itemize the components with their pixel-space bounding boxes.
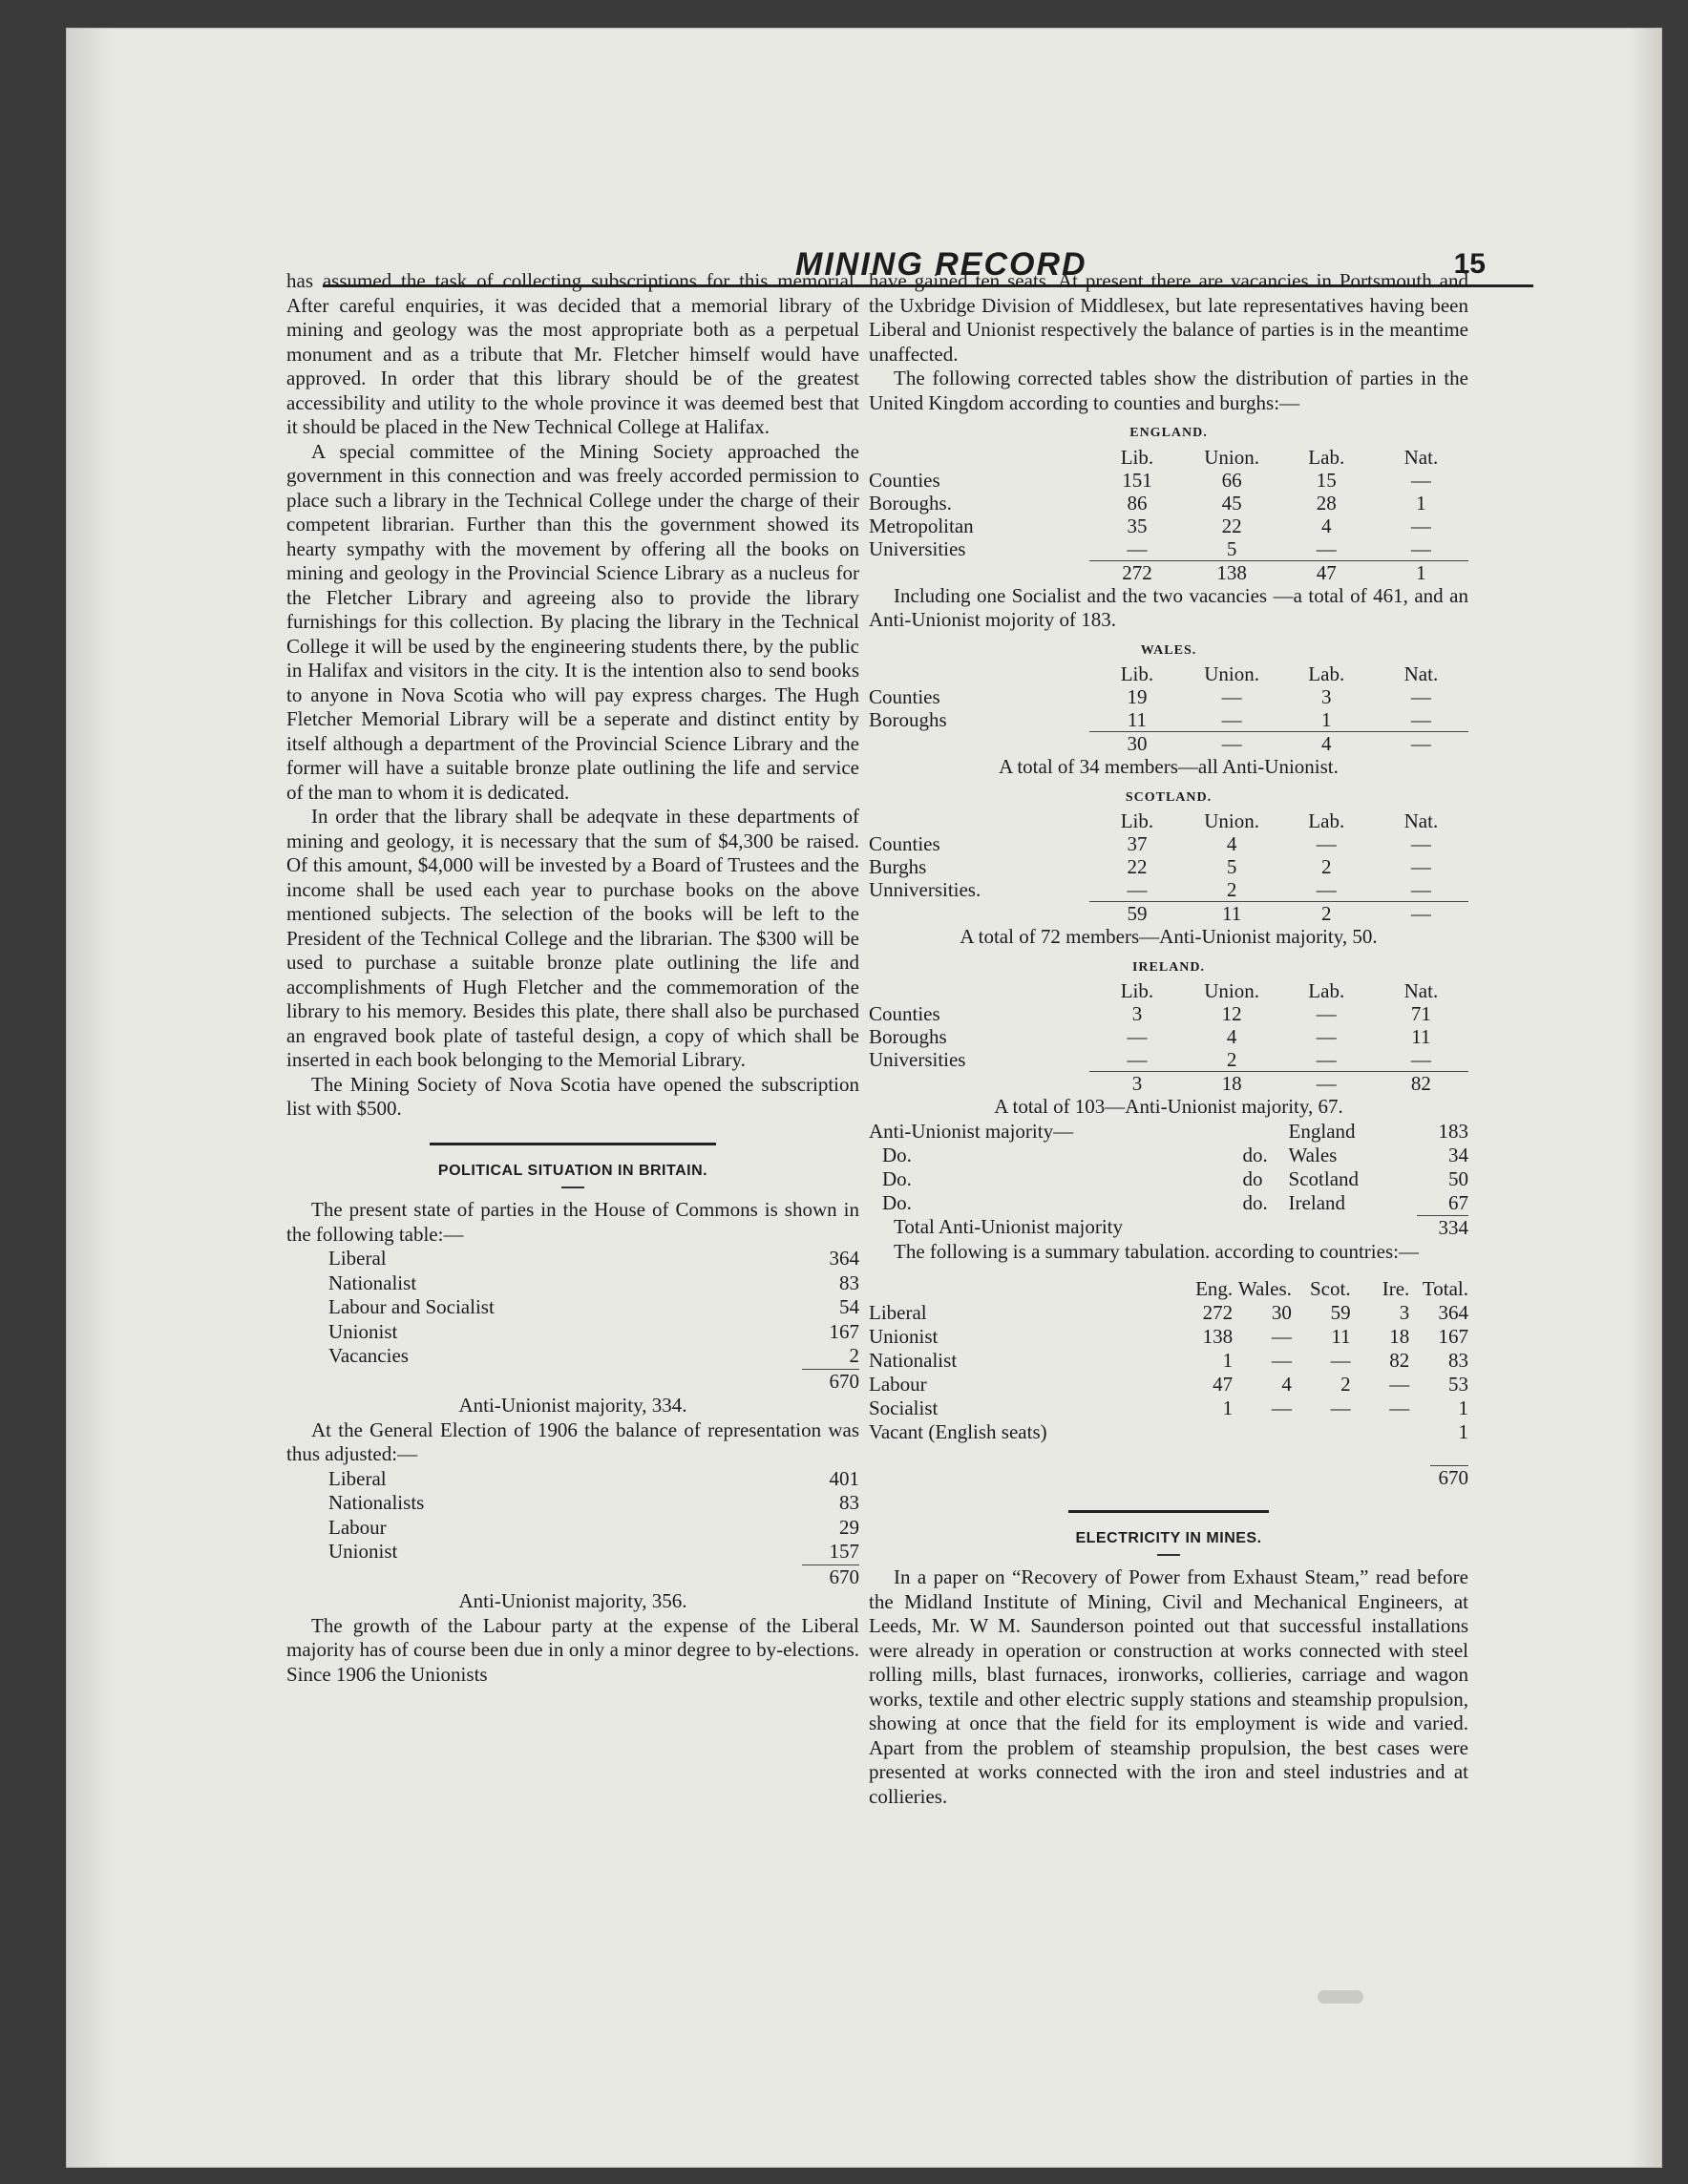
cell: — — [1410, 468, 1431, 492]
column-header: Nat. — [1403, 809, 1439, 832]
row-label: Boroughs — [869, 708, 947, 732]
party-label: Liberal — [328, 1247, 387, 1270]
commons-parties-table — [286, 1247, 859, 1394]
electricity-paragraph: In a paper on “Recovery of Power from Exhaust Steam,” read before the Midland Institute of Mining, Civil and Mechanical Engineers, at Leeds, Mr. W M. Saunderson pointed out that successful installations were already in operation or construction at works connected with steel rolling mills, blast furnaces, ironworks, collieries, carriage and wagon works, textile and other electric supply stations and steamship propulsion, showing at once that the field for its employment is wide and varied. Apart from the problem of steamship propulsion, the best cases were presented at works connected with the iron and steel industries and at collieries. — [869, 1565, 1468, 1808]
total-cell: 272 — [1089, 560, 1184, 584]
majority-total-value: 334 — [1417, 1215, 1468, 1240]
party-seats: 2 — [849, 1344, 859, 1367]
header-row — [869, 662, 1468, 685]
majority-line-1: Anti-Unionist majority, 334. — [458, 1394, 687, 1417]
cell: 11 — [1127, 708, 1148, 731]
party-label: Liberal — [328, 1466, 387, 1490]
majority-value: 34 — [1448, 1143, 1468, 1166]
party-label: Labour and Socialist — [328, 1295, 495, 1318]
cell: — — [1316, 1002, 1337, 1025]
memorial-paragraph-3: In order that the library shall be adeqvate in these departments of mining and geology, it is necessary that the sum of $4,300 be raised. Of this amount, $4,000 will be invested by a Board of Trustees and the income shall be used each year to purchase books on the above mentioned subjects. The selection of the books will be left to the President of the Technical College and the librarian. The $300 will be used to purchase a suitable bronze plate outlining the life and accomplishments of Hugh Fletcher and the commemoration of the library to his memory. Besides this plate, there shall also be purchased an engraved book plate of tasteful design, a copy of which shall be inserted in each book belonging to the Memorial Library. — [286, 805, 859, 1071]
cell: 82 — [1389, 1349, 1410, 1372]
left-column — [286, 269, 859, 1687]
party-seats: 29 — [839, 1515, 859, 1539]
total-cell: 4 — [1279, 732, 1374, 756]
cell: 2 — [1226, 1048, 1237, 1071]
summary-intro: The following is a summary tabulation. according to countries:— — [894, 1239, 1419, 1263]
row-label: Counties — [869, 1002, 940, 1025]
england-note: Including one Socialist and the two vacancies —a total of 461, and an Anti-Unionist mojority of 183. — [869, 583, 1468, 631]
england-table — [869, 446, 1468, 584]
row-label: Counties — [869, 832, 940, 855]
cell: 364 — [1438, 1301, 1468, 1324]
table-row — [869, 685, 1468, 708]
column-header: Lab. — [1308, 662, 1345, 685]
wales-heading: WALES. — [1140, 642, 1197, 658]
ireland-note: A total of 103—Anti-Unionist majority, 67. — [994, 1095, 1343, 1118]
table-row — [286, 1295, 859, 1320]
cell: — — [1127, 878, 1148, 901]
cell: — — [1221, 708, 1242, 731]
electricity-section-title: ELECTRICITY IN MINES. — [1075, 1529, 1262, 1546]
section-divider — [430, 1143, 716, 1145]
cell: — — [1410, 878, 1431, 901]
row-label: Unniversities. — [869, 878, 981, 902]
majority-value: 183 — [1438, 1119, 1468, 1143]
ink-smudge — [1318, 1990, 1363, 2004]
row-label: Labour — [869, 1373, 927, 1396]
total-cell: 30 — [1089, 732, 1184, 756]
grand-total-value: 670 — [1430, 1465, 1468, 1491]
cell: — — [1410, 514, 1431, 537]
table-row — [869, 1144, 1468, 1167]
cell: 5 — [1226, 855, 1237, 878]
vacant-value: 1 — [1458, 1420, 1468, 1443]
table-row — [286, 1320, 859, 1345]
memorial-paragraph-4: The Mining Society of Nova Scotia have opened the subscription list with $500. — [286, 1072, 859, 1120]
row-label: Socialist — [869, 1396, 939, 1419]
total-seats: 670 — [802, 1369, 859, 1394]
majority-ditto: do. — [1242, 1143, 1268, 1166]
column-header: Lib. — [1120, 979, 1154, 1002]
column-header: Lib. — [1120, 809, 1154, 832]
running-title: MINING RECORD — [795, 246, 1087, 283]
cell: 2 — [1340, 1373, 1351, 1396]
total-cell: 47 — [1279, 560, 1374, 584]
table-total-row — [869, 732, 1468, 756]
column-header: Union. — [1204, 979, 1259, 1002]
row-label: Metropolitan — [869, 514, 974, 537]
column-header: Union. — [1204, 662, 1259, 685]
party-seats: 157 — [829, 1540, 859, 1563]
scotland-heading: SCOTLAND. — [1125, 789, 1213, 805]
table-row — [869, 469, 1468, 492]
summary-grand-total — [869, 1465, 1468, 1491]
column-header: Scot. — [1309, 1277, 1351, 1300]
table-row — [286, 1247, 859, 1271]
column-header: Wales. — [1237, 1277, 1292, 1300]
cell: — — [1271, 1396, 1292, 1419]
cell: — — [1410, 855, 1431, 878]
political-intro: The present state of parties in the House of Commons is shown in the following table:— — [286, 1198, 859, 1246]
header-row — [869, 979, 1468, 1002]
column-header: Lab. — [1308, 979, 1345, 1002]
cell: 4 — [1226, 1025, 1237, 1048]
row-label: Boroughs — [869, 1025, 947, 1048]
header-row — [869, 1277, 1468, 1301]
table-total-row — [869, 560, 1468, 584]
party-seats: 54 — [839, 1295, 859, 1318]
table-row — [869, 1002, 1468, 1025]
cell: — — [1271, 1325, 1292, 1348]
section-divider — [1068, 1510, 1269, 1513]
cell: — — [1410, 832, 1431, 855]
party-seats: 167 — [829, 1319, 859, 1343]
tables-intro: The following corrected tables show the distribution of parties in the United Kingdom according to counties and burghs:— — [869, 367, 1468, 414]
cell: 59 — [1330, 1301, 1351, 1324]
row-label: Nationalist — [869, 1349, 958, 1372]
vacant-label: Vacant (English seats) — [869, 1420, 1047, 1443]
party-seats: 401 — [829, 1466, 859, 1490]
scotland-note: A total of 72 members—Anti-Unionist majority, 50. — [960, 925, 1378, 948]
header-row — [869, 446, 1468, 469]
party-label: Nationalist — [328, 1270, 417, 1294]
majority-total-label: Total Anti-Unionist majority — [894, 1215, 1124, 1239]
row-label: Counties — [869, 468, 940, 492]
column-header: Lab. — [1308, 445, 1345, 469]
cell: 22 — [1221, 514, 1242, 537]
cell: — — [1330, 1349, 1351, 1372]
party-label: Nationalists — [328, 1491, 425, 1514]
cell: 86 — [1127, 491, 1148, 514]
political-section-title: POLITICAL SITUATION IN BRITAIN. — [437, 1162, 708, 1179]
table-row — [869, 708, 1468, 732]
cell: 167 — [1438, 1325, 1468, 1348]
cell: 4 — [1226, 832, 1237, 855]
table-row — [869, 1025, 1468, 1048]
table-total-row — [869, 902, 1468, 926]
cell: 11 — [1331, 1325, 1351, 1348]
cell: 272 — [1202, 1301, 1234, 1324]
continuation-paragraph: have gained ten seats. At present there are vacancies in Portsmouth and the Uxbridge Division of Middlesex, but late representatives having been Liberal and Unionist respectively the balance of parties is in the meantime unaffected. — [869, 269, 1468, 366]
total-cell: 18 — [1185, 1072, 1279, 1096]
column-header: Nat. — [1403, 662, 1439, 685]
title-dash — [1157, 1554, 1180, 1556]
cell: — — [1221, 685, 1242, 708]
total-cell: — — [1185, 732, 1279, 756]
summary-table — [869, 1277, 1468, 1444]
majority-value: 50 — [1448, 1166, 1468, 1190]
row-label: Burghs — [869, 855, 927, 878]
table-total-row — [869, 1072, 1468, 1096]
majority-country: Ireland — [1288, 1190, 1346, 1214]
column-header: Eng. — [1195, 1277, 1234, 1300]
majority-label: Do. — [882, 1143, 912, 1166]
election-1906-table — [286, 1467, 859, 1590]
table-row — [869, 492, 1468, 514]
cell: — — [1127, 536, 1148, 560]
cell: 3 — [1321, 685, 1332, 708]
table-row — [869, 537, 1468, 561]
table-total-row — [286, 1564, 859, 1589]
column-header: Total. — [1422, 1277, 1468, 1300]
cell: — — [1316, 1025, 1337, 1048]
majority-country: England — [1288, 1119, 1356, 1143]
table-row — [869, 1167, 1468, 1191]
table-row — [869, 1120, 1468, 1144]
cell: 22 — [1127, 855, 1148, 878]
cell: 15 — [1316, 468, 1337, 492]
table-row — [286, 1540, 859, 1564]
total-cell: 3 — [1089, 1072, 1184, 1096]
column-header: Lab. — [1308, 809, 1345, 832]
cell: — — [1410, 708, 1431, 731]
majority-ditto — [1243, 1120, 1289, 1144]
cell: 1 — [1458, 1396, 1468, 1419]
title-dash — [561, 1186, 584, 1188]
table-row — [869, 1420, 1468, 1444]
cell: 1 — [1416, 491, 1426, 514]
memorial-paragraph-1: has assumed the task of collecting subscriptions for this memorial. After careful enquiries, it was decided that a memorial library of mining and geology was the most appropriate both as a perpetual monument and as a tribute that Mr. Fletcher himself would have approved. In order that this library should be of the greatest accessibility and utility to the whole province it was deemed best that it should be placed in the New Technical College at Halifax. — [286, 269, 859, 438]
cell: 11 — [1411, 1025, 1431, 1048]
total-cell: 138 — [1185, 560, 1279, 584]
total-seats: 670 — [802, 1564, 859, 1589]
majority-line-2: Anti-Unionist majority, 356. — [458, 1589, 687, 1612]
cell: 45 — [1221, 491, 1242, 514]
column-header: Lib. — [1120, 662, 1154, 685]
table-row — [869, 1325, 1468, 1349]
page-number: 15 — [1453, 248, 1486, 280]
cell: 83 — [1448, 1349, 1468, 1372]
total-cell: 82 — [1374, 1072, 1468, 1096]
cell: 66 — [1221, 468, 1242, 492]
wales-table — [869, 662, 1468, 755]
cell: 30 — [1271, 1301, 1292, 1324]
cell: 1 — [1321, 708, 1332, 731]
header-row — [869, 809, 1468, 832]
right-column — [869, 269, 1468, 1809]
party-label: Labour — [328, 1515, 387, 1539]
page-edge-shadow — [1629, 29, 1661, 2167]
cell: 1 — [1222, 1396, 1234, 1419]
table-row — [286, 1271, 859, 1296]
majority-label: Anti-Unionist majority— — [869, 1119, 1074, 1143]
table-row — [286, 1467, 859, 1492]
total-cell: 11 — [1185, 902, 1279, 926]
total-cell: — — [1279, 1072, 1374, 1096]
cell: 71 — [1410, 1002, 1431, 1025]
cell: 19 — [1127, 685, 1148, 708]
table-row — [869, 1396, 1468, 1420]
total-cell: — — [1374, 732, 1468, 756]
cell: 2 — [1226, 878, 1237, 901]
table-row — [869, 514, 1468, 537]
total-cell: 2 — [1279, 902, 1374, 926]
majority-table — [869, 1120, 1468, 1240]
cell: — — [1271, 1349, 1292, 1372]
cell: — — [1127, 1048, 1148, 1071]
table-total-row — [869, 1215, 1468, 1240]
column-header: Lib. — [1120, 445, 1154, 469]
row-label: Universities — [869, 536, 966, 560]
column-header: Union. — [1204, 445, 1259, 469]
scotland-table — [869, 809, 1468, 925]
column-header: Nat. — [1403, 445, 1439, 469]
cell: 3 — [1131, 1002, 1143, 1025]
table-row — [286, 1344, 859, 1369]
cell: — — [1389, 1373, 1410, 1396]
party-seats: 83 — [839, 1491, 859, 1514]
table-row — [869, 1349, 1468, 1373]
table-row — [286, 1516, 859, 1541]
cell: — — [1410, 536, 1431, 560]
column-header: Ire. — [1382, 1277, 1410, 1300]
table-row — [869, 855, 1468, 878]
majority-country: Scotland — [1288, 1166, 1360, 1190]
majority-label: Do. — [882, 1166, 912, 1190]
cell: 1 — [1222, 1349, 1234, 1372]
ireland-heading: IRELAND. — [1131, 959, 1206, 975]
wales-note: A total of 34 members—all Anti-Unionist. — [999, 755, 1339, 778]
cell: — — [1389, 1396, 1410, 1419]
england-heading: ENGLAND. — [1129, 426, 1208, 440]
cell: — — [1410, 685, 1431, 708]
cell: — — [1410, 1048, 1431, 1071]
row-label: Unionist — [869, 1325, 939, 1348]
cell: 151 — [1122, 468, 1152, 492]
party-seats: 364 — [829, 1247, 859, 1270]
cell: 2 — [1321, 855, 1332, 878]
labour-growth-paragraph: The growth of the Labour party at the expense of the Liberal majority has of course been due in only a minor degree to by-elections. Since 1906 the Unionists — [286, 1613, 859, 1686]
cell: 37 — [1127, 832, 1148, 855]
party-label: Unionist — [328, 1540, 398, 1564]
cell: — — [1316, 1048, 1337, 1071]
row-label: Liberal — [869, 1301, 927, 1324]
total-cell: — — [1374, 902, 1468, 926]
ireland-table — [869, 979, 1468, 1095]
table-row — [869, 1048, 1468, 1072]
cell: — — [1316, 832, 1337, 855]
row-label: Counties — [869, 685, 940, 708]
majority-label: Do. — [882, 1190, 912, 1214]
total-cell: 1 — [1374, 560, 1468, 584]
cell: 18 — [1389, 1325, 1410, 1348]
table-row — [869, 878, 1468, 902]
cell: — — [1330, 1396, 1351, 1419]
row-label: Boroughs. — [869, 491, 952, 514]
table-row — [869, 832, 1468, 855]
majority-value: 67 — [1448, 1190, 1468, 1214]
cell: — — [1127, 1025, 1148, 1048]
cell: 47 — [1213, 1373, 1234, 1396]
table-row — [869, 1191, 1468, 1216]
cell: 5 — [1226, 536, 1237, 560]
majority-ditto: do. — [1242, 1190, 1268, 1214]
cell: 138 — [1202, 1325, 1234, 1348]
cell: 4 — [1281, 1373, 1292, 1396]
table-total-row — [286, 1369, 859, 1394]
table-row — [869, 1301, 1468, 1325]
cell: 28 — [1316, 491, 1337, 514]
total-cell: 59 — [1089, 902, 1184, 926]
column-header: Union. — [1204, 809, 1259, 832]
cell: — — [1316, 878, 1337, 901]
majority-country: Wales — [1288, 1143, 1338, 1166]
party-label: Unionist — [328, 1319, 398, 1343]
column-header: Nat. — [1403, 979, 1439, 1002]
cell: 35 — [1127, 514, 1148, 537]
cell: 3 — [1399, 1301, 1410, 1324]
majority-ditto: do — [1242, 1166, 1263, 1190]
table-row — [286, 1491, 859, 1516]
memorial-paragraph-2: A special committee of the Mining Society approached the government in this connection and was freely accorded permission to place such a library in the Technical College under the charge of their competent librarian. Further than this the government showed its hearty sympathy with the movement by offering all the books on mining and geology in the Provincial Science Library as a nucleus for the Fletcher Library and agreeing also to provide the library furnishings for this collection. By placing the library in the Technical College it will be used by the engineering students there, by the public in Halifax and visitors in the city. It is the intention also to send books to anyone in Nova Scotia who will pay express charges. The Hugh Fletcher Memorial Library will be a seperate and distinct entity by itself although a department of the Provincial Science Library and the former will have a suitable bronze plate outlining the life and service of the man to whom it is dedicated. — [286, 439, 859, 804]
table-row — [869, 1373, 1468, 1396]
row-label: Universities — [869, 1048, 966, 1072]
party-seats: 83 — [839, 1270, 859, 1294]
cell: 53 — [1448, 1373, 1468, 1396]
cell: 4 — [1321, 514, 1332, 537]
election-intro: At the General Election of 1906 the balance of representation was thus adjusted:— — [286, 1418, 859, 1465]
cell: — — [1316, 536, 1337, 560]
cell: 12 — [1221, 1002, 1242, 1025]
party-label: Vacancies — [328, 1344, 409, 1368]
